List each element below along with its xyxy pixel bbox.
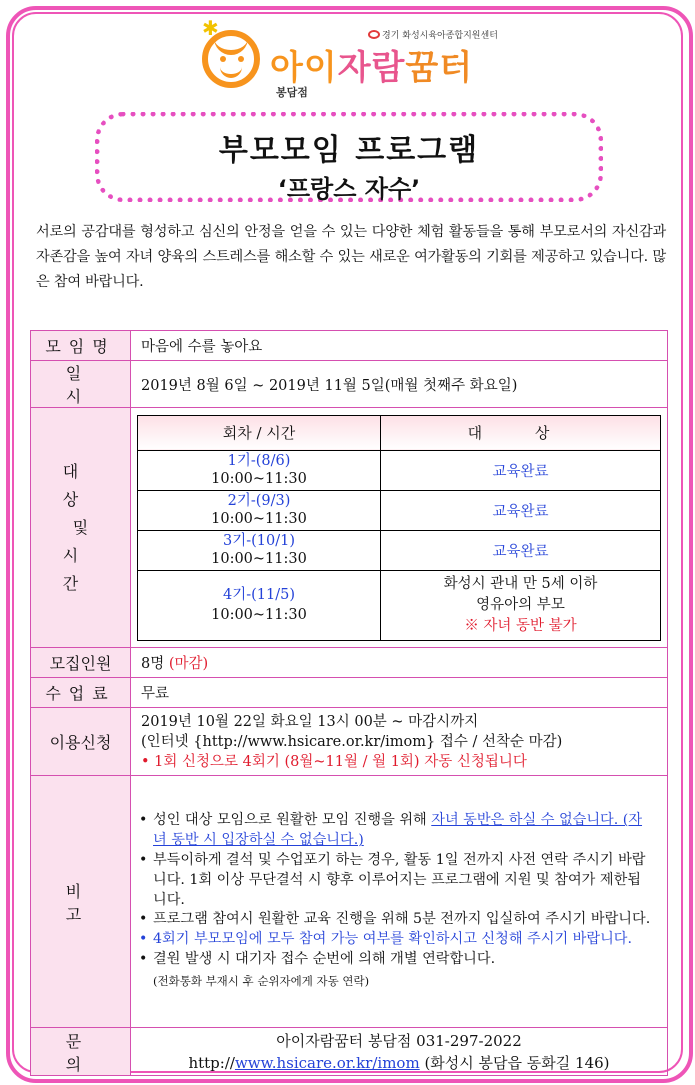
remarks-row — [31, 776, 668, 1028]
remarks-label: 비 고 — [31, 776, 131, 1028]
schedule-table — [137, 415, 661, 641]
date-value: 2019년 8월 6일 ~ 2019년 11월 5일(매월 첫째주 화요일) — [131, 361, 668, 408]
center-logo-icon — [368, 30, 380, 39]
contact-label: 문 의 — [31, 1028, 131, 1076]
info-table — [30, 330, 668, 1076]
schedule-row — [31, 408, 668, 648]
remarks-list — [133, 811, 653, 969]
list-item: • 성인 대상 모임으로 원활한 모임 진행을 위해 자녀 동반은 하실 수 없습니다. (자녀 동반 시 입장하실 수 없습니다.) — [133, 811, 653, 851]
date-label: 일시 — [31, 361, 131, 408]
list-item: • 부득이하게 결석 및 수업포기 하는 경우, 활동 1일 전까지 사전 연락 주시기 바랍니다. 1회 이상 무단결석 시 향후 이루어지는 프로그램에 지원 및 참여가 제한됩니다. — [133, 851, 653, 910]
center-name: 경기 화성시육아종합지원센터 — [368, 28, 498, 41]
session-status: 교육완료 — [381, 450, 661, 490]
fee-row — [31, 678, 668, 708]
target-label: 대 상 및 시 간 — [31, 408, 131, 648]
apply-label: 이용신청 — [31, 708, 131, 776]
contact-url-link[interactable]: www.hsicare.or.kr/imom — [234, 1053, 420, 1072]
contact-value: 아이자람꿈터 봉담점 031-297-2022 http://www.hsicare.or.kr/imom (화성시 봉담읍 동화길 146) — [131, 1028, 668, 1076]
list-item: • 4회기 부모모임에 모두 참여 가능 여부를 확인하시고 신청해 주시기 바랍니다. — [133, 930, 653, 950]
session-time: 1기-(8/6) 10:00~11:30 — [138, 450, 381, 490]
recruit-row — [31, 648, 668, 678]
fee-value: 무료 — [131, 678, 668, 708]
table-row — [138, 530, 661, 570]
schedule-header — [138, 415, 661, 450]
page-title: 부모모임 프로그램 — [218, 133, 480, 168]
header-target: 대 상 — [381, 415, 661, 450]
session-time: 2기-(9/3) 10:00~11:30 — [138, 490, 381, 530]
meeting-label: 모임명 — [31, 331, 131, 361]
session-time: 4기-(11/5) 10:00~11:30 — [138, 570, 381, 640]
page-subtitle: ‘프랑스 자수’ — [277, 175, 421, 203]
recruit-value: 8명 (마감) — [131, 648, 668, 678]
table-row — [138, 570, 661, 640]
recruit-label: 모집인원 — [31, 648, 131, 678]
session-status: 교육완료 — [381, 530, 661, 570]
table-row — [138, 490, 661, 530]
fee-label: 수업료 — [31, 678, 131, 708]
intro-text: 서로의 공감대를 형성하고 심신의 안정을 얻을 수 있는 다양한 체험 활동들을 통해 부모로서의 자신감과 자존감을 높여 자녀 양육의 스트레스를 해소할 수 있는 새로운 여가활동의 기회를 제공하고 있습니다. 많은 참여 바랍니다. — [36, 224, 666, 290]
session-status: 교육완료 — [381, 490, 661, 530]
session-time: 3기-(10/1) 10:00~11:30 — [138, 530, 381, 570]
date-row — [31, 361, 668, 408]
logo-branch: 봉담점 — [276, 86, 308, 99]
schedule-cell — [131, 408, 668, 648]
header-time: 회차 / 시간 — [138, 415, 381, 450]
table-row — [138, 450, 661, 490]
meeting-row — [31, 331, 668, 361]
apply-value: 2019년 10월 22일 화요일 13시 00분 ~ 마감시까지 (인터넷 {http://www.hsicare.or.kr/imom} 접수 / 선착순 마감) • 1회 신청으로 4회기 (8월~11월 / 월 1회) 자동 신청됩니다 — [131, 708, 668, 776]
list-item: • 결원 발생 시 대기자 접수 순번에 의해 개별 연락합니다. — [133, 950, 653, 970]
title-box — [95, 112, 603, 202]
child-face-icon — [202, 30, 260, 88]
list-item: • 프로그램 참여시 원활한 교육 진행을 위해 5분 전까지 입실하여 주시기 바랍니다. — [133, 910, 653, 930]
remarks-cell — [131, 776, 668, 1028]
star-icon: ✱ — [202, 16, 219, 40]
logo — [200, 16, 640, 102]
remarks-footnote: (전화통화 부재시 후 순위자에게 자동 연락) — [153, 973, 370, 988]
meeting-value: 마음에 수를 놓아요 — [131, 331, 668, 361]
session-target: 화성시 관내 만 5세 이하 영유아의 부모 ※ 자녀 동반 불가 — [381, 570, 661, 640]
apply-row — [31, 708, 668, 776]
contact-row — [31, 1028, 668, 1076]
logo-title: 아이자람꿈터 — [270, 48, 474, 88]
